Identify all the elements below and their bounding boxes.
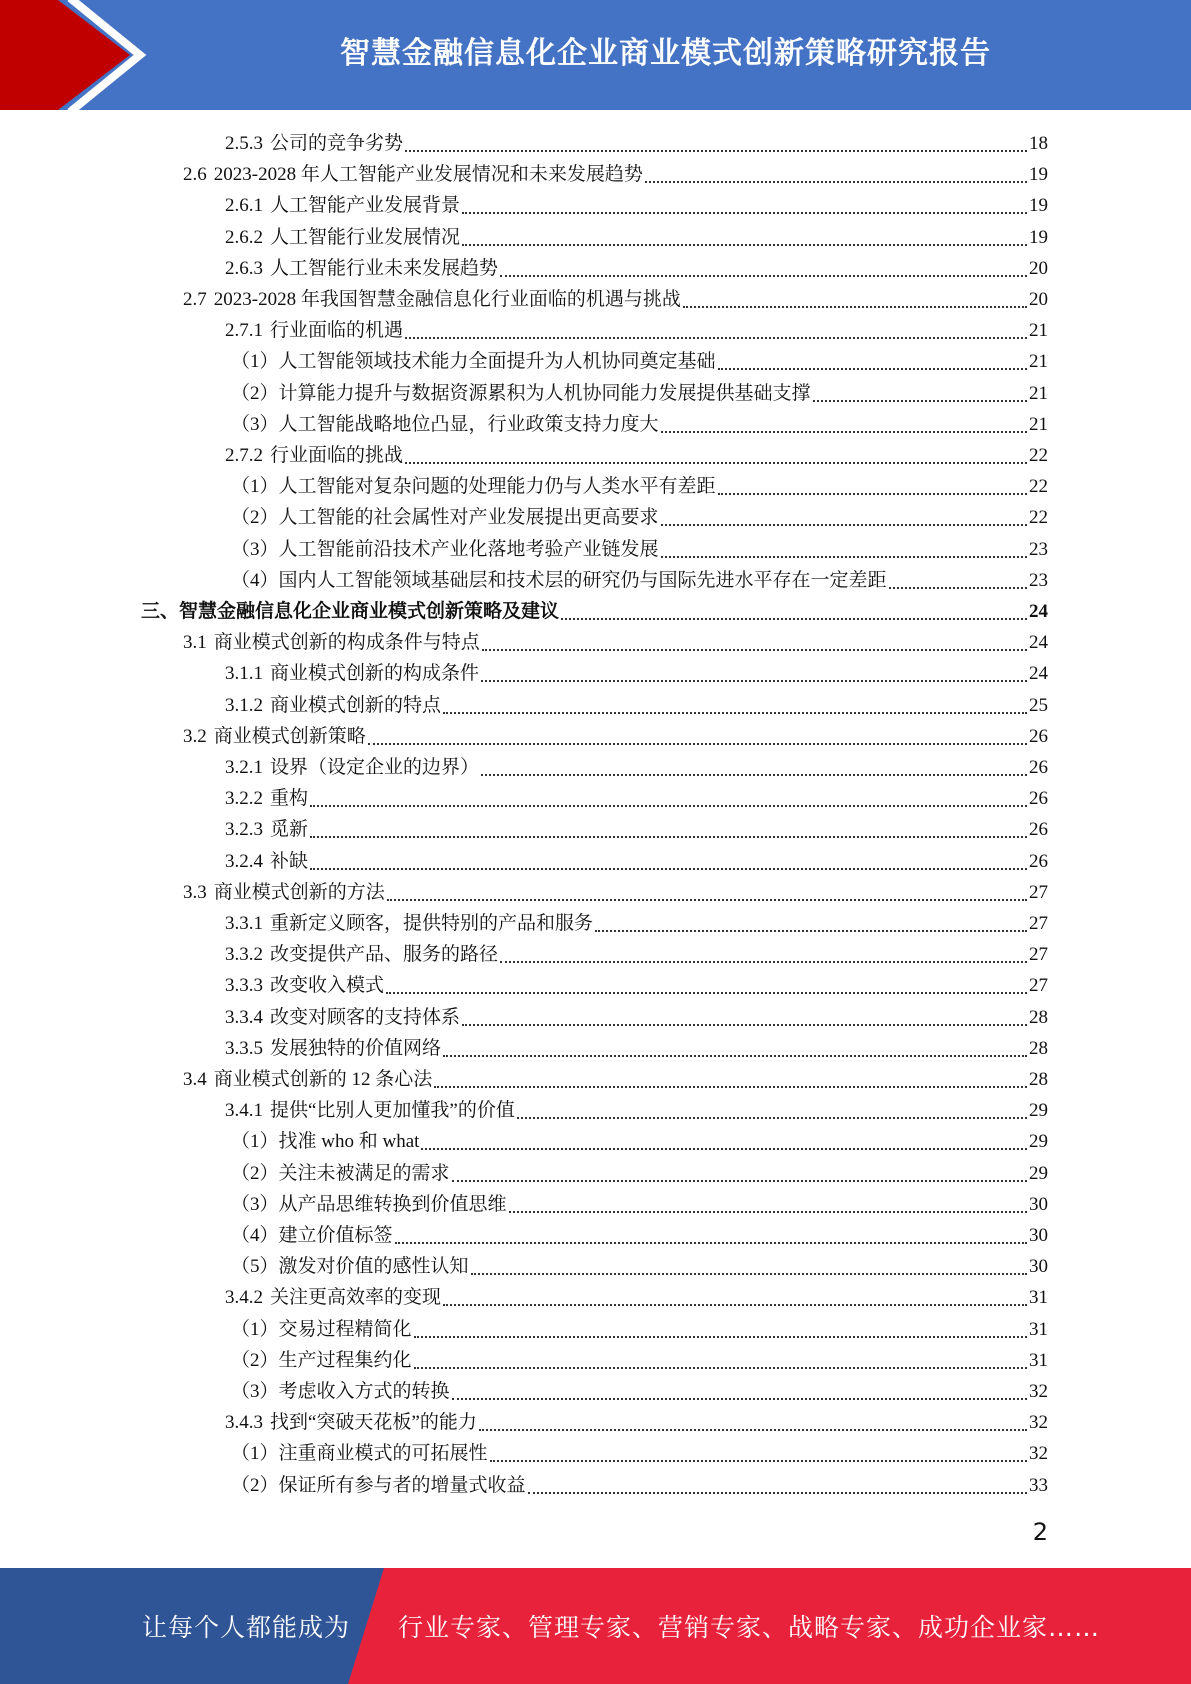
- toc-entry-number: （2）: [231, 507, 279, 529]
- toc-entry[interactable]: [231, 1126, 1048, 1157]
- toc-dot-leader: [405, 329, 1027, 339]
- toc-dot-leader: [462, 1016, 1027, 1026]
- toc-entry-title: 2023-2028 年人工智能产业发展情况和未来发展趋势: [213, 164, 643, 186]
- toc-entry-title: 商业模式创新的特点: [270, 694, 442, 716]
- toc-entry[interactable]: [225, 1282, 1048, 1313]
- toc-entry-title: 人工智能产业发展背景: [270, 195, 461, 217]
- toc-entry-number: 3.2.1: [225, 757, 263, 778]
- toc-entry-number: （1）: [231, 351, 279, 373]
- toc-dot-leader: [661, 548, 1027, 558]
- toc-entry-page: 26: [1029, 819, 1048, 841]
- toc-dot-leader: [443, 1047, 1027, 1057]
- toc-entry-page: 32: [1029, 1443, 1048, 1465]
- toc-dot-leader: [481, 672, 1027, 682]
- toc-dot-leader: [813, 392, 1027, 402]
- toc-entry-number: （2）: [231, 1162, 279, 1184]
- toc-entry[interactable]: [231, 1438, 1048, 1469]
- toc-entry-number: 2.6: [183, 164, 207, 186]
- toc-entry-page: 21: [1029, 413, 1048, 435]
- toc-entry-number: （4）: [231, 1225, 279, 1246]
- toc-entry-title: 发展独特的价值网络: [270, 1037, 442, 1059]
- toc-entry-number: 3.3.3: [225, 975, 263, 997]
- toc-entry-title: 行业面临的挑战: [270, 445, 404, 466]
- toc-entry-page: 28: [1029, 1006, 1048, 1028]
- toc-entry-title: 行业面临的机遇: [270, 320, 404, 342]
- footer-slogan-left: 让每个人都能成为: [142, 1613, 351, 1642]
- toc-dot-leader: [443, 1296, 1027, 1306]
- toc-entry-page: 29: [1029, 1162, 1048, 1184]
- toc-dot-leader: [661, 516, 1027, 526]
- toc-entry-page: 31: [1029, 1349, 1048, 1371]
- toc-entry-number: 2.6.3: [225, 257, 263, 279]
- toc-entry-page: 29: [1029, 1100, 1048, 1122]
- toc-dot-leader: [405, 454, 1027, 464]
- toc-dot-leader: [509, 1203, 1027, 1213]
- toc-entry[interactable]: [225, 190, 1048, 221]
- toc-dot-leader: [561, 610, 1027, 620]
- toc-entry-title: 人工智能的社会属性对产业发展提出更高要求: [278, 507, 659, 529]
- toc-entry-title: 交易过程精简化: [278, 1318, 412, 1340]
- toc-entry-page: 30: [1029, 1193, 1048, 1215]
- toc-entry[interactable]: [225, 1095, 1048, 1126]
- toc-entry[interactable]: [231, 565, 1048, 596]
- toc-dot-leader: [395, 1234, 1027, 1244]
- toc-entry-page: 24: [1029, 632, 1048, 654]
- toc-entry-title: 觅新: [270, 819, 309, 841]
- toc-entry[interactable]: [225, 1407, 1048, 1438]
- toc-dot-leader: [500, 267, 1027, 277]
- toc-entry-title: 重新定义顾客，提供特别的产品和服务: [270, 913, 594, 934]
- toc-entry[interactable]: [225, 253, 1048, 284]
- toc-entry[interactable]: [225, 752, 1048, 783]
- toc-entry[interactable]: [231, 471, 1048, 502]
- toc-dot-leader: [490, 1452, 1027, 1462]
- toc-entry[interactable]: [183, 721, 1048, 752]
- toc-entry-page: 27: [1029, 975, 1048, 997]
- toc-entry-title: 改变对顾客的支持体系: [270, 1006, 461, 1028]
- toc-entry-title: 人工智能对复杂问题的处理能力仍与人类水平有差距: [278, 476, 716, 498]
- toc-entry[interactable]: [225, 690, 1048, 721]
- toc-entry-title: 激发对价值的感性认知: [278, 1256, 469, 1278]
- toc-dot-leader: [683, 298, 1027, 308]
- toc-entry[interactable]: [225, 1033, 1048, 1064]
- toc-entry-number: 3.2.2: [225, 788, 263, 810]
- toc-entry[interactable]: [225, 783, 1048, 814]
- toc-entry-title: 国内人工智能领域基础层和技术层的研究仍与国际先进水平存在一定差距: [278, 569, 887, 591]
- toc-dot-leader: [414, 1359, 1027, 1369]
- toc-entry-page: 28: [1029, 1037, 1048, 1059]
- toc-entry-title: 提供“比别人更加懂我”的价值: [270, 1100, 515, 1122]
- toc-entry-page: 19: [1029, 226, 1048, 248]
- toc-entry-page: 20: [1029, 289, 1048, 310]
- toc-dot-leader: [517, 1109, 1027, 1119]
- toc-entry-title: 改变收入模式: [270, 975, 385, 997]
- toc-entry-number: 3.3.2: [225, 944, 263, 966]
- toc-entry[interactable]: [231, 1345, 1048, 1376]
- toc-entry-page: 33: [1029, 1474, 1048, 1496]
- toc-entry-title: 商业模式创新的方法: [213, 881, 385, 903]
- toc-entry-page: 21: [1029, 351, 1048, 373]
- toc-entry[interactable]: [183, 1064, 1048, 1095]
- toc-entry-title: 考虑收入方式的转换: [278, 1381, 450, 1402]
- toc-entry[interactable]: [225, 846, 1048, 877]
- toc-entry-page: 21: [1029, 320, 1048, 342]
- toc-entry-number: 3.2.4: [225, 850, 263, 872]
- toc-entry-number: 2.6.1: [225, 195, 263, 217]
- toc-entry-number: 3.3.4: [225, 1006, 263, 1028]
- toc-entry-number: 2.6.2: [225, 226, 263, 248]
- toc-entry-number: （3）: [231, 1193, 279, 1215]
- toc-entry-number: （4）: [231, 569, 279, 591]
- toc-entry[interactable]: [225, 440, 1048, 471]
- toc-entry-title: 找到“突破天花板”的能力: [270, 1412, 477, 1434]
- toc-entry[interactable]: [231, 1251, 1048, 1282]
- page-number: 2: [1032, 1518, 1048, 1546]
- toc-entry-page: 27: [1029, 913, 1048, 934]
- toc-entry-number: （1）: [231, 476, 279, 498]
- toc-entry-page: 31: [1029, 1287, 1048, 1309]
- toc-entry-page: 26: [1029, 788, 1048, 810]
- toc-entry-title: 建立价值标签: [278, 1225, 393, 1246]
- toc-entry-page: 25: [1029, 694, 1048, 716]
- toc-entry-title: 从产品思维转换到价值思维: [278, 1193, 507, 1215]
- footer-slogan-right: 行业专家、管理专家、营销专家、战略专家、成功企业家……: [398, 1613, 1101, 1642]
- toc-entry-number: （1）: [231, 1131, 279, 1153]
- toc-dot-leader: [452, 1172, 1027, 1182]
- toc-entry[interactable]: [183, 627, 1048, 658]
- toc-entry-page: 23: [1029, 569, 1048, 591]
- toc-dot-leader: [661, 423, 1027, 433]
- toc-entry-number: （2）: [231, 382, 279, 404]
- toc-dot-leader: [405, 142, 1027, 152]
- toc-entry-title: 人工智能行业发展情况: [270, 226, 461, 248]
- toc-dot-leader: [482, 641, 1027, 651]
- footer-banner: [0, 1568, 1191, 1684]
- toc-entry[interactable]: [231, 1158, 1048, 1189]
- toc-entry-number: （1）: [231, 1318, 279, 1340]
- toc-entry[interactable]: [183, 877, 1048, 908]
- toc-entry-number: 3.1.1: [225, 663, 263, 685]
- toc-entry-page: 32: [1029, 1381, 1048, 1402]
- toc-dot-leader: [500, 953, 1027, 963]
- toc-dot-leader: [452, 1390, 1027, 1400]
- toc-entry-number: 3.4.1: [225, 1100, 263, 1122]
- toc-entry-title: 人工智能领域技术能力全面提升为人机协同奠定基础: [278, 351, 716, 373]
- toc-entry-number: 3.3: [183, 881, 207, 903]
- toc-entry[interactable]: [183, 284, 1048, 315]
- toc-entry-page: 19: [1029, 164, 1048, 186]
- toc-entry-page: 29: [1029, 1131, 1048, 1153]
- toc-entry-title: 公司的竞争劣势: [270, 133, 404, 154]
- header-banner: [0, 0, 1191, 110]
- toc-entry[interactable]: [231, 534, 1048, 565]
- toc-entry-number: （3）: [231, 1381, 279, 1402]
- report-title: 智慧金融信息化企业商业模式创新策略研究报告: [340, 36, 991, 71]
- toc-entry-number: 3.2: [183, 725, 207, 747]
- toc-entry[interactable]: [225, 658, 1048, 689]
- toc-entry-number: 3.3.5: [225, 1037, 263, 1059]
- toc-entry-page: 32: [1029, 1412, 1048, 1434]
- toc-entry-page: 22: [1029, 507, 1048, 529]
- toc-entry-page: 24: [1029, 663, 1048, 685]
- toc-dot-leader: [414, 1328, 1027, 1338]
- toc-entry-page: 18: [1029, 133, 1048, 154]
- toc-entry[interactable]: [225, 814, 1048, 845]
- toc-entry-page: 20: [1029, 257, 1048, 279]
- toc-entry[interactable]: [231, 502, 1048, 533]
- toc-entry-page: 24: [1029, 601, 1048, 622]
- toc-entry-title: 补缺: [270, 850, 309, 872]
- toc-entry[interactable]: [231, 409, 1048, 440]
- toc-entry-number: （2）: [231, 1474, 279, 1496]
- toc-entry-number: 3.4.3: [225, 1412, 263, 1434]
- toc-entry-number: 2.7: [183, 289, 207, 310]
- toc-entry-page: 19: [1029, 195, 1048, 217]
- toc-entry-title: 商业模式创新的 12 条心法: [213, 1069, 433, 1090]
- toc-entry-page: 28: [1029, 1069, 1048, 1090]
- toc-entry-title: 人工智能前沿技术产业化落地考验产业链发展: [278, 538, 659, 560]
- toc-entry-number: 3.1.2: [225, 694, 263, 716]
- toc-entry-title: 商业模式创新策略: [213, 725, 366, 747]
- toc-entry-title: 商业模式创新的构成条件与特点: [213, 632, 480, 654]
- toc-entry-title: 关注未被满足的需求: [278, 1162, 450, 1184]
- toc-entry-number: （2）: [231, 1349, 279, 1371]
- toc-dot-leader: [645, 173, 1027, 183]
- toc-entry-title: 计算能力提升与数据资源累积为人机协同能力发展提供基础支撑: [278, 382, 811, 404]
- toc-dot-leader: [718, 360, 1027, 370]
- toc-entry[interactable]: [225, 970, 1048, 1001]
- toc-entry-page: 23: [1029, 538, 1048, 560]
- toc-entry-number: （1）: [231, 1443, 279, 1465]
- toc-dot-leader: [310, 797, 1027, 807]
- toc-entry-title: 重构: [270, 788, 309, 810]
- toc-entry-title: 改变提供产品、服务的路径: [270, 944, 499, 966]
- toc-dot-leader: [479, 1421, 1027, 1431]
- toc-entry[interactable]: [225, 939, 1048, 970]
- toc-dot-leader: [434, 1078, 1027, 1088]
- toc-entry-title: 生产过程集约化: [278, 1349, 412, 1371]
- toc-entry-number: 2.7.2: [225, 445, 263, 466]
- toc-entry-number: 2.7.1: [225, 320, 263, 342]
- toc-dot-leader: [443, 704, 1027, 714]
- toc-entry-page: 27: [1029, 881, 1048, 903]
- toc-entry-title: 找准 who 和 what: [278, 1131, 420, 1153]
- toc-dot-leader: [528, 1484, 1027, 1494]
- toc-entry-page: 21: [1029, 382, 1048, 404]
- toc-entry-title: 智慧金融信息化企业商业模式创新策略及建议: [179, 601, 560, 622]
- toc-entry-title: 设界（设定企业的边界）: [270, 757, 480, 778]
- toc-entry-number: （5）: [231, 1256, 279, 1278]
- toc-entry-number: 3.1: [183, 632, 207, 654]
- toc-entry-title: 人工智能行业未来发展趋势: [270, 257, 499, 279]
- toc-dot-leader: [462, 204, 1027, 214]
- toc-entry[interactable]: [231, 378, 1048, 409]
- toc-entry-page: 30: [1029, 1256, 1048, 1278]
- toc-entry-number: 3.4: [183, 1069, 207, 1090]
- toc-entry-page: 22: [1029, 476, 1048, 498]
- toc-entry-title: 人工智能战略地位凸显，行业政策支持力度大: [278, 413, 659, 435]
- toc-entry-title: 关注更高效率的变现: [270, 1287, 442, 1309]
- toc-entry-number: （3）: [231, 413, 279, 435]
- toc-entry[interactable]: [231, 1220, 1048, 1251]
- toc-entry-page: 26: [1029, 850, 1048, 872]
- toc-entry-number: 3.4.2: [225, 1287, 263, 1309]
- toc-dot-leader: [462, 236, 1027, 246]
- toc-entry-title: 商业模式创新的构成条件: [270, 663, 480, 685]
- toc-entry[interactable]: [225, 1002, 1048, 1033]
- toc-dot-leader: [310, 860, 1027, 870]
- toc-entry[interactable]: [231, 346, 1048, 377]
- toc-entry-number: （3）: [231, 538, 279, 560]
- toc-entry[interactable]: [225, 128, 1048, 159]
- toc-dot-leader: [310, 828, 1027, 838]
- toc-entry-title: 保证所有参与者的增量式收益: [278, 1474, 526, 1496]
- toc-entry[interactable]: [231, 1376, 1048, 1407]
- toc-entry-page: 27: [1029, 944, 1048, 966]
- toc-entry[interactable]: [183, 159, 1048, 190]
- toc-dot-leader: [595, 922, 1027, 932]
- toc-entry[interactable]: [231, 1314, 1048, 1345]
- toc-entry-page: 30: [1029, 1225, 1048, 1246]
- toc-entry[interactable]: [225, 222, 1048, 253]
- toc-entry-number: 2.5.3: [225, 133, 263, 154]
- chevron-arrow-icon: [0, 0, 160, 110]
- toc-entry-number: 3.2.3: [225, 819, 263, 841]
- toc-dot-leader: [481, 766, 1027, 776]
- toc-entry[interactable]: [225, 908, 1048, 939]
- toc-entry-number: 3.3.1: [225, 913, 263, 934]
- toc-dot-leader: [889, 579, 1027, 589]
- toc-dot-leader: [471, 1265, 1027, 1275]
- toc-entry-page: 26: [1029, 757, 1048, 778]
- toc-entry-page: 22: [1029, 445, 1048, 466]
- toc-entry[interactable]: [141, 596, 1048, 627]
- toc-dot-leader: [421, 1140, 1027, 1150]
- toc-entry[interactable]: [231, 1470, 1048, 1501]
- toc-entry-page: 31: [1029, 1318, 1048, 1340]
- toc-entry-page: 26: [1029, 725, 1048, 747]
- toc-dot-leader: [386, 984, 1027, 994]
- toc-entry[interactable]: [231, 1189, 1048, 1220]
- toc-dot-leader: [718, 485, 1027, 495]
- toc-entry-title: 注重商业模式的可拓展性: [278, 1443, 488, 1465]
- toc-entry-number: 三、: [141, 601, 180, 622]
- toc-dot-leader: [368, 735, 1027, 745]
- toc-dot-leader: [387, 891, 1027, 901]
- toc-entry[interactable]: [225, 315, 1048, 346]
- toc-entry-title: 2023-2028 年我国智慧金融信息化行业面临的机遇与挑战: [213, 289, 681, 310]
